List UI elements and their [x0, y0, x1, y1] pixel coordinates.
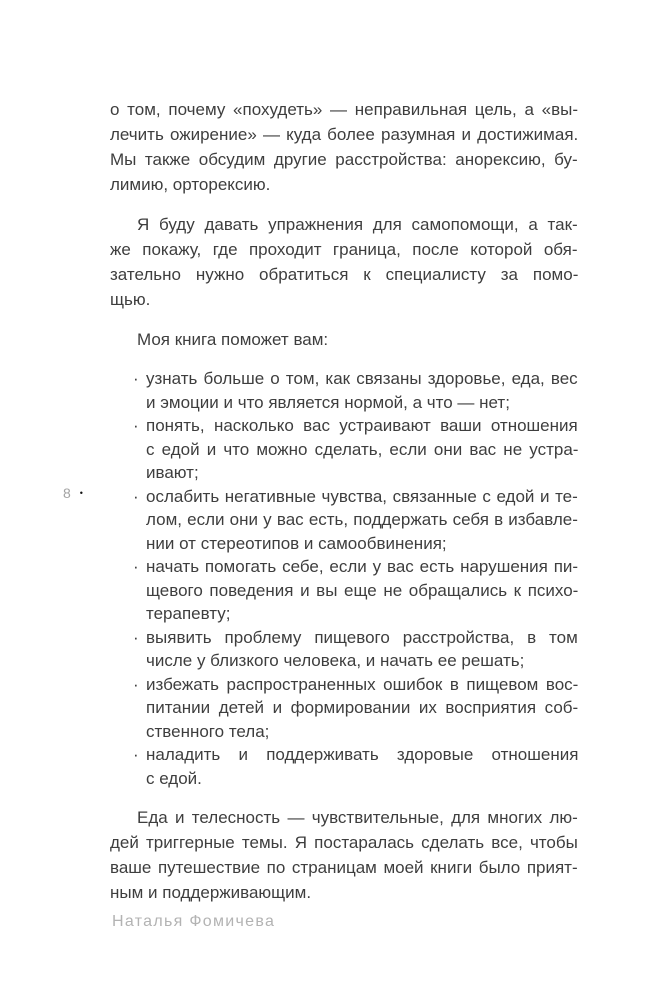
text-line: начать помогать себе, если у вас есть нарушения пи- [146, 557, 579, 576]
text-line: нии от стереотипов и самообвинения; [146, 533, 447, 553]
list-item [110, 626, 578, 673]
bullet-marker-icon: · [133, 557, 139, 576]
text-line: Мы также обсудим другие расстройства: анорексию, бу- [110, 150, 578, 169]
text-line: питании детей и формировании их восприятия соб- [146, 698, 579, 717]
list-item [110, 673, 578, 744]
marker-dot-icon: • [79, 488, 83, 498]
text-line: понять, насколько вас устраивают ваши отношения [146, 416, 578, 435]
text-line: ослабить негативные чувства, связанные с едой и те- [146, 486, 578, 506]
text-line: лечить ожирение» — куда более разумная и достижимая. [110, 125, 579, 144]
text-line: лимию, орторексию. [110, 175, 271, 194]
paragraph [110, 97, 578, 197]
footer-author: Наталья Фомичева [112, 913, 276, 930]
text-line: лом, если они у вас есть, поддержать себя в избавле- [146, 510, 578, 529]
text-line: Еда и телесность — чувствительные, для многих лю- [137, 808, 578, 827]
paragraph [110, 805, 578, 905]
text-line: Моя книга поможет вам: [137, 330, 329, 349]
text-line: и эмоции и что является нормой, а что — нет; [146, 392, 510, 412]
text-line: с едой и что можно сделать, если они вас не устра- [146, 439, 579, 459]
text-line: с едой. [146, 768, 202, 788]
text-line: дей триггерные темы. Я постаралась сделать все, чтобы [110, 833, 578, 852]
text-line: ственного тела; [146, 721, 270, 741]
list-item [110, 555, 578, 626]
text-line: щью. [110, 290, 151, 309]
text-line: же покажу, где проходит граница, после которой обя- [110, 240, 578, 259]
bullet-list [110, 367, 578, 790]
text-line: щевого поведения и вы еще не обращались к психо- [146, 580, 579, 600]
page-number-marker [63, 485, 83, 501]
page-number: 8 [63, 485, 71, 501]
list-item [110, 743, 578, 790]
list-item [110, 485, 578, 556]
list-item [110, 367, 578, 414]
list-item [110, 414, 578, 485]
text-line: Я буду давать упражнения для самопомощи, а так- [137, 215, 578, 234]
text-line: ным и поддерживающим. [110, 883, 312, 902]
bullet-marker-icon: · [133, 674, 139, 694]
text-line: выявить проблему пищевого расстройства, в том [146, 627, 578, 647]
text-line: терапевту; [146, 604, 231, 623]
text-line: избежать распространенных ошибок в пищевом вос- [146, 674, 579, 694]
text-line: ваше путешествие по страницам моей книги было прият- [110, 858, 578, 877]
paragraph [110, 212, 578, 312]
text-line: числе у близкого человека, и начать ее решать; [146, 651, 525, 670]
text-line: наладить и поддерживать здоровые отношения [146, 745, 579, 764]
paragraph [110, 327, 578, 352]
text-line: ивают; [146, 463, 199, 482]
bullet-marker-icon: · [133, 416, 139, 435]
text-line: узнать больше о том, как связаны здоровье, еда, вес [146, 369, 578, 388]
text-line: о том, почему «похудеть» — неправильная цель, а «вы- [110, 100, 579, 119]
text-block [110, 97, 578, 920]
bullet-marker-icon: · [133, 745, 139, 764]
bullet-marker-icon: · [133, 486, 139, 506]
bullet-marker-icon: · [133, 369, 139, 388]
text-line: зательно нужно обратиться к специалисту за помо- [110, 265, 579, 284]
bullet-marker-icon: · [133, 627, 139, 647]
